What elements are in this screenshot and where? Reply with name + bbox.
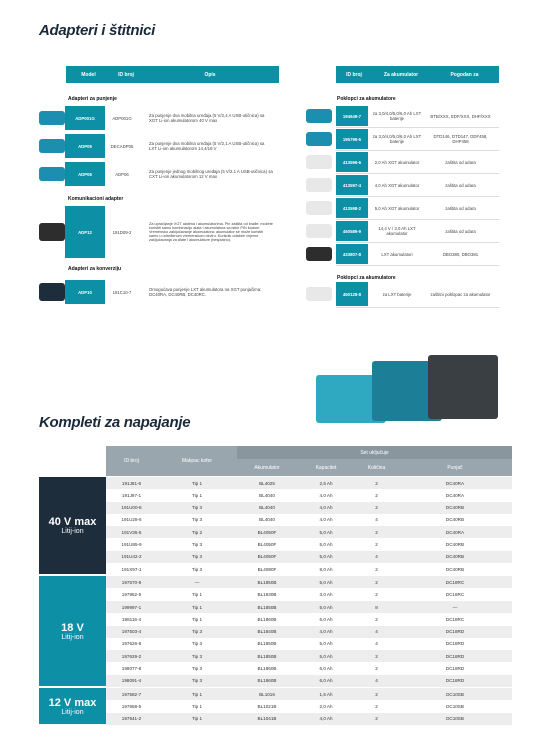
charger-cell: DC10SB: [446, 691, 464, 697]
row-divider: [336, 307, 499, 308]
for-cell: za LXT baterije: [382, 291, 412, 297]
case-cell: Tip 1: [191, 703, 203, 709]
adapter-image: [39, 167, 65, 181]
col-id: ID broj: [124, 458, 139, 464]
row-divider: [336, 127, 499, 128]
id-cell: 195799-5: [336, 129, 368, 149]
qty-cell: 2: [375, 616, 378, 622]
qty-cell: 8: [375, 604, 378, 610]
id-cell: 197503-4: [121, 629, 142, 635]
adapter-row: [39, 134, 279, 158]
capacity-cell: 6,0 Ah: [319, 666, 333, 671]
charger-cell: DC40RB: [445, 554, 465, 560]
qty-cell: 2: [375, 653, 378, 659]
charger-cell: DC40RB: [445, 566, 465, 572]
kit-row: [106, 551, 512, 563]
kit-row: [106, 675, 512, 687]
cover-image: [306, 109, 332, 123]
adapter-row: [39, 162, 279, 186]
case-cell: Tip 3: [191, 554, 203, 560]
battery-cell: BL1016: [259, 691, 275, 697]
charger-cell: DC18RD: [445, 666, 465, 671]
id-cell: ADP06: [115, 171, 129, 177]
charger-cell: DC40RA: [445, 480, 465, 486]
col-suited: Pogodan za: [450, 71, 479, 78]
cover-row: [306, 175, 499, 195]
capacity-cell: 5,0 Ah: [319, 529, 333, 535]
row-divider: [336, 219, 499, 220]
capacity-cell: 3,0 Ah: [319, 592, 333, 598]
cover-row: [306, 198, 499, 218]
charger-cell: DC18RC: [445, 579, 465, 585]
id-cell: 450589-9: [336, 221, 368, 241]
row-divider: [336, 242, 499, 243]
id-cell: 198116-4: [121, 616, 142, 622]
kit-row: [106, 563, 512, 575]
adapter-row: [39, 106, 279, 130]
adapter-row: [39, 206, 279, 258]
suited-cell: DTD146, DTD147, DDF458, DHP458: [433, 134, 488, 144]
suited-cell: DBO380, DBO381: [442, 251, 479, 257]
id-cell: 413597-4: [336, 175, 368, 195]
case-cell: Tip 3: [191, 542, 203, 547]
battery-cell: BL1041B: [257, 716, 277, 722]
case-cell: Tip 1: [191, 616, 203, 622]
kit-row: [106, 489, 512, 501]
desc-cell: Za punjenje dva mobilna uređaja (5 V/2,1 A USB-utičnica) sa LXT Li-ion akumulatorom 14,4/18 V: [149, 141, 265, 151]
for-cell: 4,0 Ah XGT akumulator: [374, 182, 420, 188]
capacity-cell: 4,0 Ah: [319, 716, 333, 722]
voltage-group-label: [39, 688, 106, 724]
case-cell: Tip 1: [191, 592, 203, 598]
qty-cell: 2: [375, 592, 378, 598]
cover-row: [306, 106, 499, 126]
kit-row: [106, 638, 512, 650]
case-cell: —: [194, 579, 200, 585]
id-cell: ADP001G: [112, 115, 132, 121]
capacity-cell: 4,0 Ah: [319, 629, 333, 635]
cover-image: [306, 224, 332, 238]
id-cell: 191D09-2: [112, 229, 132, 235]
capacity-cell: 5,0 Ah: [319, 604, 333, 610]
col-qty: Količina: [367, 465, 386, 471]
id-cell: 197626-8: [121, 641, 142, 647]
desc-cell: Omogućava punjenje LXT akumulatora na XGT punjačima: DC40RA, DC40RB, DC40RC.: [149, 287, 262, 297]
for-cell: za 3,0/4,0/5,0/6,0 Ah LXT baterije: [372, 134, 422, 144]
kit-row: [106, 514, 512, 526]
id-cell: 413596-6: [336, 152, 368, 172]
adapter-row: [39, 280, 279, 304]
chemistry-label: Litij-ion: [61, 528, 84, 536]
right-table-header: [336, 66, 499, 83]
kit-row: [106, 626, 512, 638]
model-cell: ADP001G: [65, 106, 105, 130]
cover-image: [306, 287, 332, 301]
battery-cell: BL1850B: [257, 604, 277, 610]
cover-image: [306, 201, 332, 215]
case-cell: Tip 3: [191, 666, 203, 671]
suited-cell: zaštita od udara: [445, 205, 476, 211]
for-cell: 2,0 Ah XGT akumulator: [374, 159, 420, 165]
adapters-title: Adapteri i štitnici: [39, 22, 155, 39]
cover-row: [306, 244, 499, 264]
cover-image: [306, 178, 332, 192]
qty-cell: 4: [375, 641, 378, 647]
case-cell: Tip 1: [191, 480, 203, 486]
for-cell: za 3,0/4,0/5,0/6,0 Ah LXT baterije: [372, 111, 422, 121]
qty-cell: 2: [375, 542, 378, 547]
id-cell: 197570-9: [121, 579, 142, 585]
section-comm: Komunikacioni adapter: [68, 196, 124, 202]
battery-cell: BL1840B: [257, 629, 277, 635]
id-cell: 191J97-1: [121, 492, 142, 498]
capacity-cell: 4,0 Ah: [319, 492, 333, 498]
col-capacity: Kapacitet: [315, 465, 337, 471]
battery-cell: BL1860B: [257, 678, 277, 684]
case-cell: Tip 3: [191, 641, 203, 647]
id-cell: 191C10-7: [112, 289, 132, 295]
charger-cell: DC18RD: [445, 653, 465, 659]
section-conversion: Adapteri za konverziju: [68, 266, 122, 272]
qty-cell: 2: [375, 666, 378, 671]
battery-cell: BL4050F: [257, 529, 277, 535]
id-cell: 191U42-2: [121, 554, 142, 560]
cover-row: [306, 282, 499, 306]
capacity-cell: 5,0 Ah: [319, 641, 333, 647]
charger-cell: DC40RA: [445, 529, 465, 535]
cover-row: [306, 152, 499, 172]
charger-cell: DC10SB: [446, 703, 464, 709]
qty-cell: 4: [375, 554, 378, 560]
qty-cell: 2: [375, 566, 378, 572]
voltage-label: 12 V max: [48, 696, 97, 709]
battery-cell: BL1860B: [257, 616, 277, 622]
capacity-cell: 5,0 Ah: [319, 542, 333, 547]
chemistry-label: Litij-ion: [61, 633, 84, 641]
qty-cell: 4: [375, 517, 378, 523]
suited-cell: zaštita od udara: [445, 182, 476, 188]
charger-cell: DC10SB: [446, 716, 464, 722]
kits-title: Kompleti za napajanje: [39, 414, 191, 431]
voltage-label: 40 V max: [48, 516, 97, 529]
voltage-label: 18 V: [61, 621, 84, 634]
kit-row: [106, 613, 512, 625]
case-cell: Tip 1: [191, 716, 203, 722]
kit-row: [106, 576, 512, 588]
battery-cell: BL1850B: [257, 641, 277, 647]
charger-cell: DC18RD: [445, 641, 465, 647]
model-cell: ADP06: [65, 162, 105, 186]
voltage-group-label: [39, 477, 106, 574]
desc-cell: Za punjenje dva mobilna uređaja (5 V/2,4 A USB-utičnica) sa XGT Li-ion akumulatorom 40 V max: [149, 113, 265, 123]
qty-cell: 4: [375, 629, 378, 635]
id-cell: 191V35-5: [121, 529, 142, 535]
suited-cell: BTB/XXX, EDF/XXX, DHP/XXX: [430, 113, 491, 119]
col-id: ID broj: [346, 71, 362, 78]
id-cell: 194649-7: [336, 106, 368, 126]
qty-cell: 2: [375, 492, 378, 498]
kit-row: [106, 589, 512, 601]
col-for: Za akumulator: [383, 71, 419, 78]
kit-row: [106, 713, 512, 725]
battery-cell: BL1860B: [257, 666, 277, 671]
charger-cell: DC40RB: [445, 517, 465, 523]
id-cell: 191U85-9: [121, 542, 142, 547]
id-cell: 191U00-8: [121, 505, 142, 511]
qty-cell: 2: [375, 480, 378, 486]
id-cell: 197582-7: [121, 691, 142, 697]
col-model: Model: [81, 71, 96, 78]
capacity-cell: 4,0 Ah: [319, 505, 333, 511]
id-cell: 191X97-1: [121, 566, 142, 572]
capacity-cell: 1,5 Ah: [319, 691, 333, 697]
for-cell: 5,0 Ah XGT akumulator: [374, 205, 420, 211]
capacity-cell: 5,0 Ah: [319, 554, 333, 560]
id-cell: 199997-1: [121, 604, 142, 610]
left-table-header: [66, 66, 279, 83]
id-cell: DECADP05: [110, 143, 134, 149]
case-cell: Tip 3: [191, 505, 203, 511]
kits-table-header: [106, 446, 512, 476]
case-cell: Tip 3: [191, 566, 203, 572]
kit-row: [106, 663, 512, 675]
row-divider: [336, 173, 499, 174]
charger-cell: DC18RD: [445, 678, 465, 684]
id-cell: 197658-5: [121, 703, 142, 709]
suited-cell: zaštita od udara: [445, 228, 476, 234]
capacity-cell: 8,0 Ah: [319, 566, 333, 572]
cover-image: [306, 132, 332, 146]
kit-row: [106, 650, 512, 662]
charger-cell: DC18RC: [445, 616, 465, 622]
id-cell: 413598-2: [336, 198, 368, 218]
capacity-cell: 6,0 Ah: [319, 616, 333, 622]
kit-row: [106, 502, 512, 514]
row-divider: [336, 196, 499, 197]
kit-row: [106, 700, 512, 712]
id-cell: 198077-8: [121, 666, 142, 671]
adapter-image: [39, 283, 65, 301]
cover-image: [306, 155, 332, 169]
battery-cell: BL4040: [259, 517, 275, 523]
cover-row: [306, 129, 499, 149]
cover-image: [306, 247, 332, 261]
model-cell: ADP10: [65, 280, 105, 304]
qty-cell: 2: [375, 505, 378, 511]
battery-cell: BL1830B: [257, 592, 277, 598]
id-cell: 433807-8: [336, 244, 368, 264]
battery-cell: BL4025: [259, 480, 275, 486]
battery-cell: BL4080F: [257, 566, 277, 572]
case-cell: Tip 1: [191, 492, 203, 498]
charger-cell: DC18RC: [445, 592, 465, 598]
kit-row: [106, 688, 512, 700]
adapter-image: [39, 223, 65, 241]
row-divider: [336, 150, 499, 151]
battery-cell: BL1850B: [257, 579, 277, 585]
battery-cell: BL4050F: [257, 554, 277, 560]
case-cell: Tip 3: [191, 653, 203, 659]
adapter-image: [39, 111, 65, 125]
case-cell: Tip 3: [191, 678, 203, 684]
qty-cell: 2: [375, 579, 378, 585]
id-cell: 191J81-6: [121, 480, 142, 486]
for-cell: 14,4 V / 3,0 Ah LXT akumulator: [378, 226, 416, 236]
charger-cell: —: [452, 604, 458, 610]
case-cell: Tip 1: [191, 691, 203, 697]
section-charging: Adapteri za punjenje: [68, 96, 117, 102]
charger-cell: DC40RB: [445, 505, 465, 511]
id-cell: 197629-2: [121, 653, 142, 659]
voltage-group-label: [39, 576, 106, 686]
case-cell: Tip 1: [191, 604, 203, 610]
chemistry-label: Litij-ion: [61, 708, 84, 716]
qty-cell: 2: [375, 529, 378, 535]
capacity-cell: 6,0 Ah: [319, 678, 333, 684]
charger-cell: DC40RA: [445, 492, 465, 498]
col-desc: Opis: [204, 71, 216, 78]
id-cell: 197641-2: [121, 716, 142, 722]
battery-cell: BL4050F: [257, 542, 277, 547]
charger-cell: DC40RB: [445, 542, 465, 547]
charger-cell: DC18RD: [445, 629, 465, 635]
suited-cell: zaštita od udara: [445, 159, 476, 165]
battery-cell: BL1850B: [257, 653, 277, 659]
model-cell: ADP12: [65, 206, 105, 258]
kit-row: [106, 526, 512, 538]
qty-cell: 2: [375, 691, 378, 697]
case-cell: Tip 3: [191, 629, 203, 635]
capacity-cell: 4,0 Ah: [319, 517, 333, 523]
desc-cell: Za punjenje jednog mobilnog uređaja (5 V/2,1 A USB-utičnica) sa CXT Li-ion akumulatorom 12 V max: [149, 169, 273, 179]
id-cell: 197952-5: [121, 592, 142, 598]
adapter-image: [39, 139, 65, 153]
battery-cell: BL1021B: [257, 703, 277, 709]
section-charger-covers: Poklopci za akumulatore: [337, 275, 396, 281]
case-cell: Tip 3: [191, 517, 203, 523]
kit-row: [106, 477, 512, 489]
capacity-cell: 2,5 Ah: [319, 480, 333, 486]
battery-cell: BL4040: [259, 505, 275, 511]
qty-cell: 4: [375, 678, 378, 684]
qty-cell: 2: [375, 703, 378, 709]
capacity-cell: 2,0 Ah: [319, 703, 333, 709]
section-covers: Poklopci za akumulatore: [337, 96, 396, 102]
kit-row: [106, 539, 512, 551]
qty-cell: 2: [375, 716, 378, 722]
makpac-case-image: [316, 355, 498, 425]
col-battery: Akumulator: [254, 465, 280, 471]
col-set: Set uključuje: [237, 446, 512, 459]
row-divider: [336, 265, 499, 266]
for-cell: LXT akumulatori: [381, 251, 413, 257]
suited-cell: zaštitni poklopac za akumulator: [430, 291, 491, 297]
capacity-cell: 5,0 Ah: [319, 653, 333, 659]
cover-row: [306, 221, 499, 241]
case-cell: Tip 2: [191, 529, 203, 535]
model-cell: ADP05: [65, 134, 105, 158]
id-cell: 450128-8: [336, 282, 368, 306]
capacity-cell: 5,0 Ah: [319, 579, 333, 585]
desc-cell: Za upravljanje XGT alatima i akumulatorima. Pin zaštita od krađe: možete koristiti samo kombinaciju alata i akumulatora sa istim PIN kodom. Vremensko zaključavanje akumulatora: akumulator se može koristiti samo u određenom vremenskom okviru. Korisnik odabire vrijeme zaključavanja za alate i akumulatore (besplatno).: [149, 222, 273, 242]
col-case: Makpac kofer: [181, 458, 212, 464]
col-id: ID broj: [118, 71, 134, 78]
battery-cell: BL4040: [259, 492, 275, 498]
id-cell: 191U28-6: [121, 517, 142, 523]
col-charger: Punjač: [447, 465, 463, 471]
kit-row: [106, 601, 512, 613]
id-cell: 198091-4: [121, 678, 142, 684]
